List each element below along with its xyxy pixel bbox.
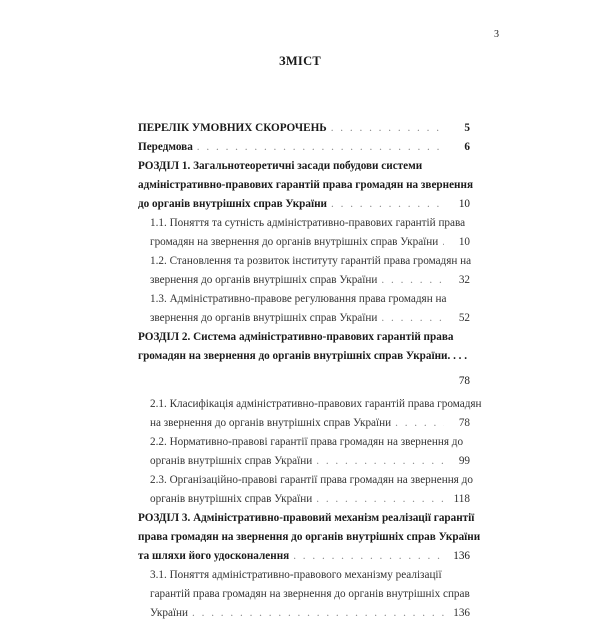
leader-dots	[197, 138, 444, 157]
leader-dots	[293, 547, 444, 566]
toc-entry-text: права громадян на звернення до органів внутрішніх справ України	[138, 531, 481, 543]
leader-dots	[381, 271, 444, 290]
toc-entry-text: ПЕРЕЛІК УМОВНИХ СКОРОЧЕНЬ	[138, 122, 327, 134]
leader-dots	[331, 119, 444, 138]
toc-entry-text: Передмова	[138, 141, 193, 153]
toc-entry-text: громадян на звернення до органів внутрішніх справ України	[150, 236, 439, 248]
toc-entry-text: 3.1. Поняття адміністративно-правового механізму реалізації	[150, 569, 442, 581]
toc-page-number: 5	[464, 122, 470, 134]
toc-entry-text: 1.3. Адміністративно-правове регулювання права громадян на	[150, 293, 447, 305]
toc-entry-text: звернення до органів внутрішніх справ України	[150, 312, 378, 324]
toc-entry-section-2-3[interactable]	[138, 471, 473, 509]
toc-entry-text: адміністративно-правових гарантій права громадян на звернення	[138, 179, 473, 191]
toc-entry-text: до органів внутрішніх справ України	[138, 198, 327, 210]
toc-entry-text: 1.2. Становлення та розвиток інституту гарантій права громадян на	[150, 255, 472, 267]
toc-page-number: 136	[453, 607, 470, 619]
toc-entry-section-2-1[interactable]	[138, 395, 482, 433]
toc-entry-text: РОЗДІЛ 3. Адміністративно-правовий механізм реалізації гарантії	[138, 512, 475, 524]
toc-page-number: 136	[453, 550, 470, 562]
toc-entry-chapter-1[interactable]	[138, 157, 473, 214]
leader-dots	[442, 233, 444, 252]
toc-entry-text: на звернення до органів внутрішніх справ України	[150, 417, 392, 429]
toc-entry-chapter-3[interactable]	[138, 509, 481, 566]
toc-entry-text: 2.3. Організаційно-правові гарантії права громадян на звернення до	[150, 474, 473, 486]
toc-page-number: 78	[458, 417, 470, 429]
toc-page-number: 6	[464, 141, 470, 153]
page-number: 3	[494, 29, 499, 40]
toc-entry-section-1-3[interactable]	[138, 290, 470, 328]
toc-entry-text: громадян на звернення до органів внутрішніх справ України. . . .	[138, 350, 468, 362]
table-of-contents	[138, 119, 482, 623]
leader-dots	[316, 452, 444, 471]
toc-page-number: 10	[458, 236, 470, 248]
toc-entry-text: 1.1. Поняття та сутність адміністративно-правових гарантій права	[150, 217, 466, 229]
toc-entry-text: 2.2. Нормативно-правові гарантії права громадян на звернення до	[150, 436, 464, 448]
toc-page-number: 10	[458, 198, 470, 210]
toc-entry-abbreviations[interactable]	[138, 119, 470, 138]
toc-page-number: 32	[458, 274, 470, 286]
toc-page-number: 118	[453, 493, 470, 505]
toc-entry-text: України	[150, 607, 189, 619]
toc-title: ЗМІСТ	[278, 54, 322, 68]
toc-entry-text: РОЗДІЛ 2. Система адміністративно-правових гарантій права	[138, 331, 454, 343]
toc-entry-text: та шляхи його удосконалення	[138, 550, 290, 562]
toc-entry-text: РОЗДІЛ 1. Загальнотеоретичні засади побудови системи	[138, 160, 423, 172]
toc-entry-section-3-1[interactable]	[138, 566, 470, 623]
toc-entry-text: 2.1. Класифікація адміністративно-правових гарантій права громадян	[150, 398, 482, 410]
toc-entry-section-1-1[interactable]	[138, 214, 470, 252]
toc-entry-text: гарантій права громадян на звернення до органів внутрішніх справ	[150, 588, 470, 600]
leader-dots	[316, 490, 444, 509]
leader-dots	[331, 195, 444, 214]
toc-entry-text: органів внутрішніх справ України	[150, 455, 313, 467]
toc-entry-section-1-2[interactable]	[138, 252, 470, 290]
toc-page-number: 99	[458, 455, 470, 467]
leader-dots	[381, 309, 444, 328]
toc-entry-text: органів внутрішніх справ України	[150, 493, 313, 505]
leader-dots	[192, 604, 444, 623]
toc-page-number: 78	[458, 375, 470, 387]
toc-entry-preface[interactable]	[138, 138, 470, 157]
toc-page-number: 52	[458, 312, 470, 324]
leader-dots	[395, 414, 444, 433]
toc-entry-chapter-2[interactable]	[138, 328, 470, 391]
toc-entry-text: звернення до органів внутрішніх справ України	[150, 274, 378, 286]
toc-entry-section-2-2[interactable]	[138, 433, 470, 471]
